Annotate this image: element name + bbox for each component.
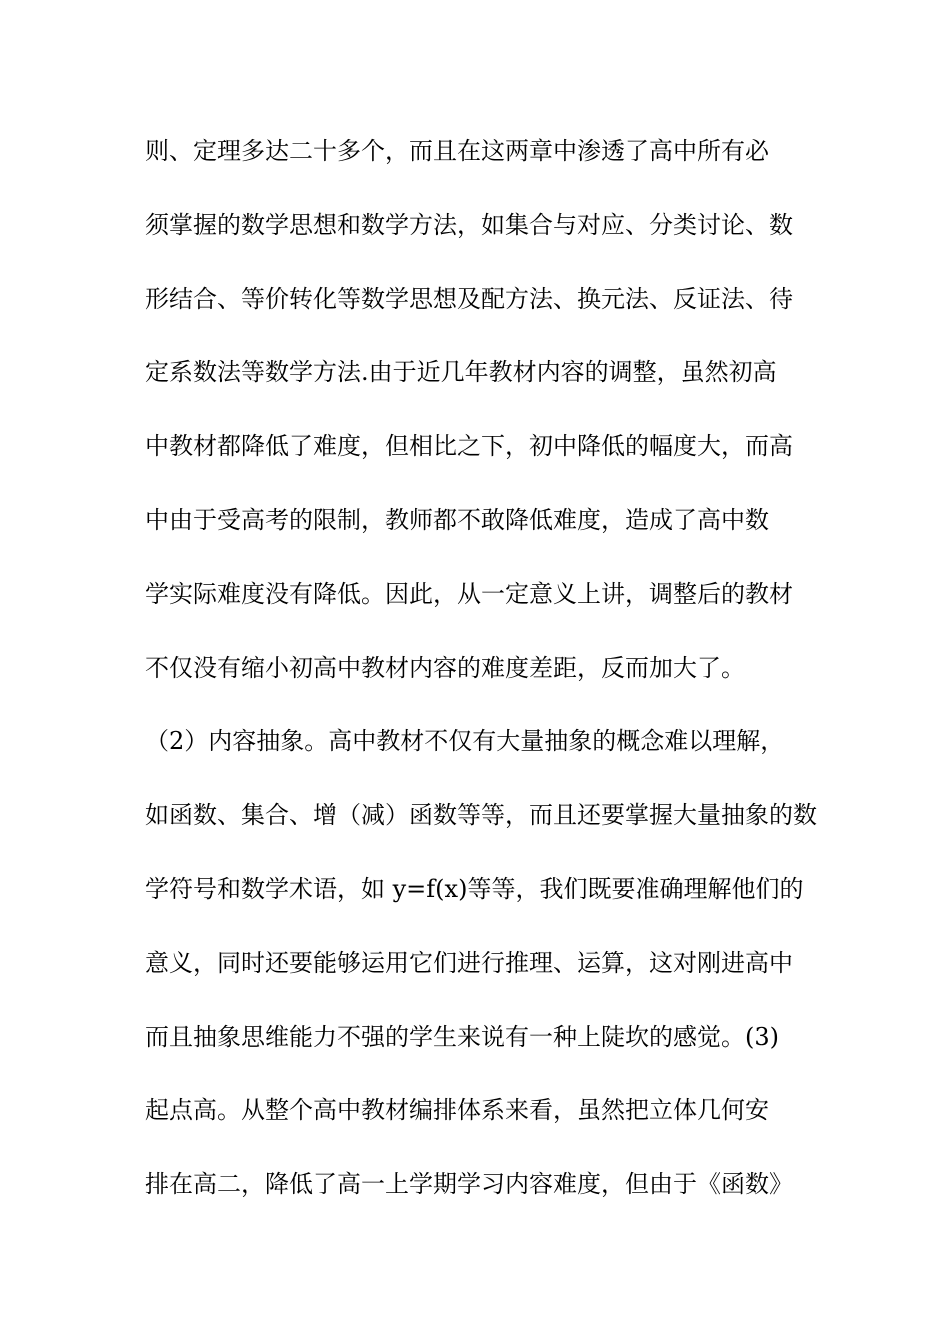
text-line: 起点高。从整个高中教材编排体系来看，虽然把立体几何安 bbox=[145, 1096, 769, 1125]
text-line: 形结合、等价转化等数学思想及配方法、换元法、反证法、待 bbox=[145, 284, 793, 313]
text-line: 而且抽象思维能力不强的学生来说有一种上陡坎的感觉。(3) bbox=[145, 1022, 779, 1051]
text-line: 须掌握的数学思想和数学方法，如集合与对应、分类讨论、数 bbox=[145, 210, 793, 239]
text-line: 学实际难度没有降低。因此，从一定意义上讲，调整后的教材 bbox=[145, 579, 793, 608]
text-line: 定系数法等数学方法.由于近几年教材内容的调整，虽然初高 bbox=[145, 358, 777, 387]
text-line: 如函数、集合、增（减）函数等等，而且还要掌握大量抽象的数 bbox=[145, 801, 817, 830]
text-line: 中由于受高考的限制，教师都不敢降低难度，造成了高中数 bbox=[145, 505, 769, 534]
text-line: 排在高二，降低了高一上学期学习内容难度，但由于《函数》 bbox=[145, 1170, 793, 1199]
body-text bbox=[145, 131, 817, 1238]
text-line: 学符号和数学术语，如 y=f(x)等等，我们既要准确理解他们的 bbox=[145, 874, 804, 903]
text-line: （2）内容抽象。高中教材不仅有大量抽象的概念难以理解， bbox=[145, 727, 785, 756]
text-line: 则、定理多达二十多个，而且在这两章中渗透了高中所有必 bbox=[145, 137, 769, 165]
text-line: 意义，同时还要能够运用它们进行推理、运算，这对刚进高中 bbox=[145, 948, 793, 977]
text-line: 不仅没有缩小初高中教材内容的难度差距，反而加大了。 bbox=[145, 653, 745, 682]
text-line: 中教材都降低了难度，但相比之下，初中降低的幅度大，而高 bbox=[145, 432, 793, 461]
